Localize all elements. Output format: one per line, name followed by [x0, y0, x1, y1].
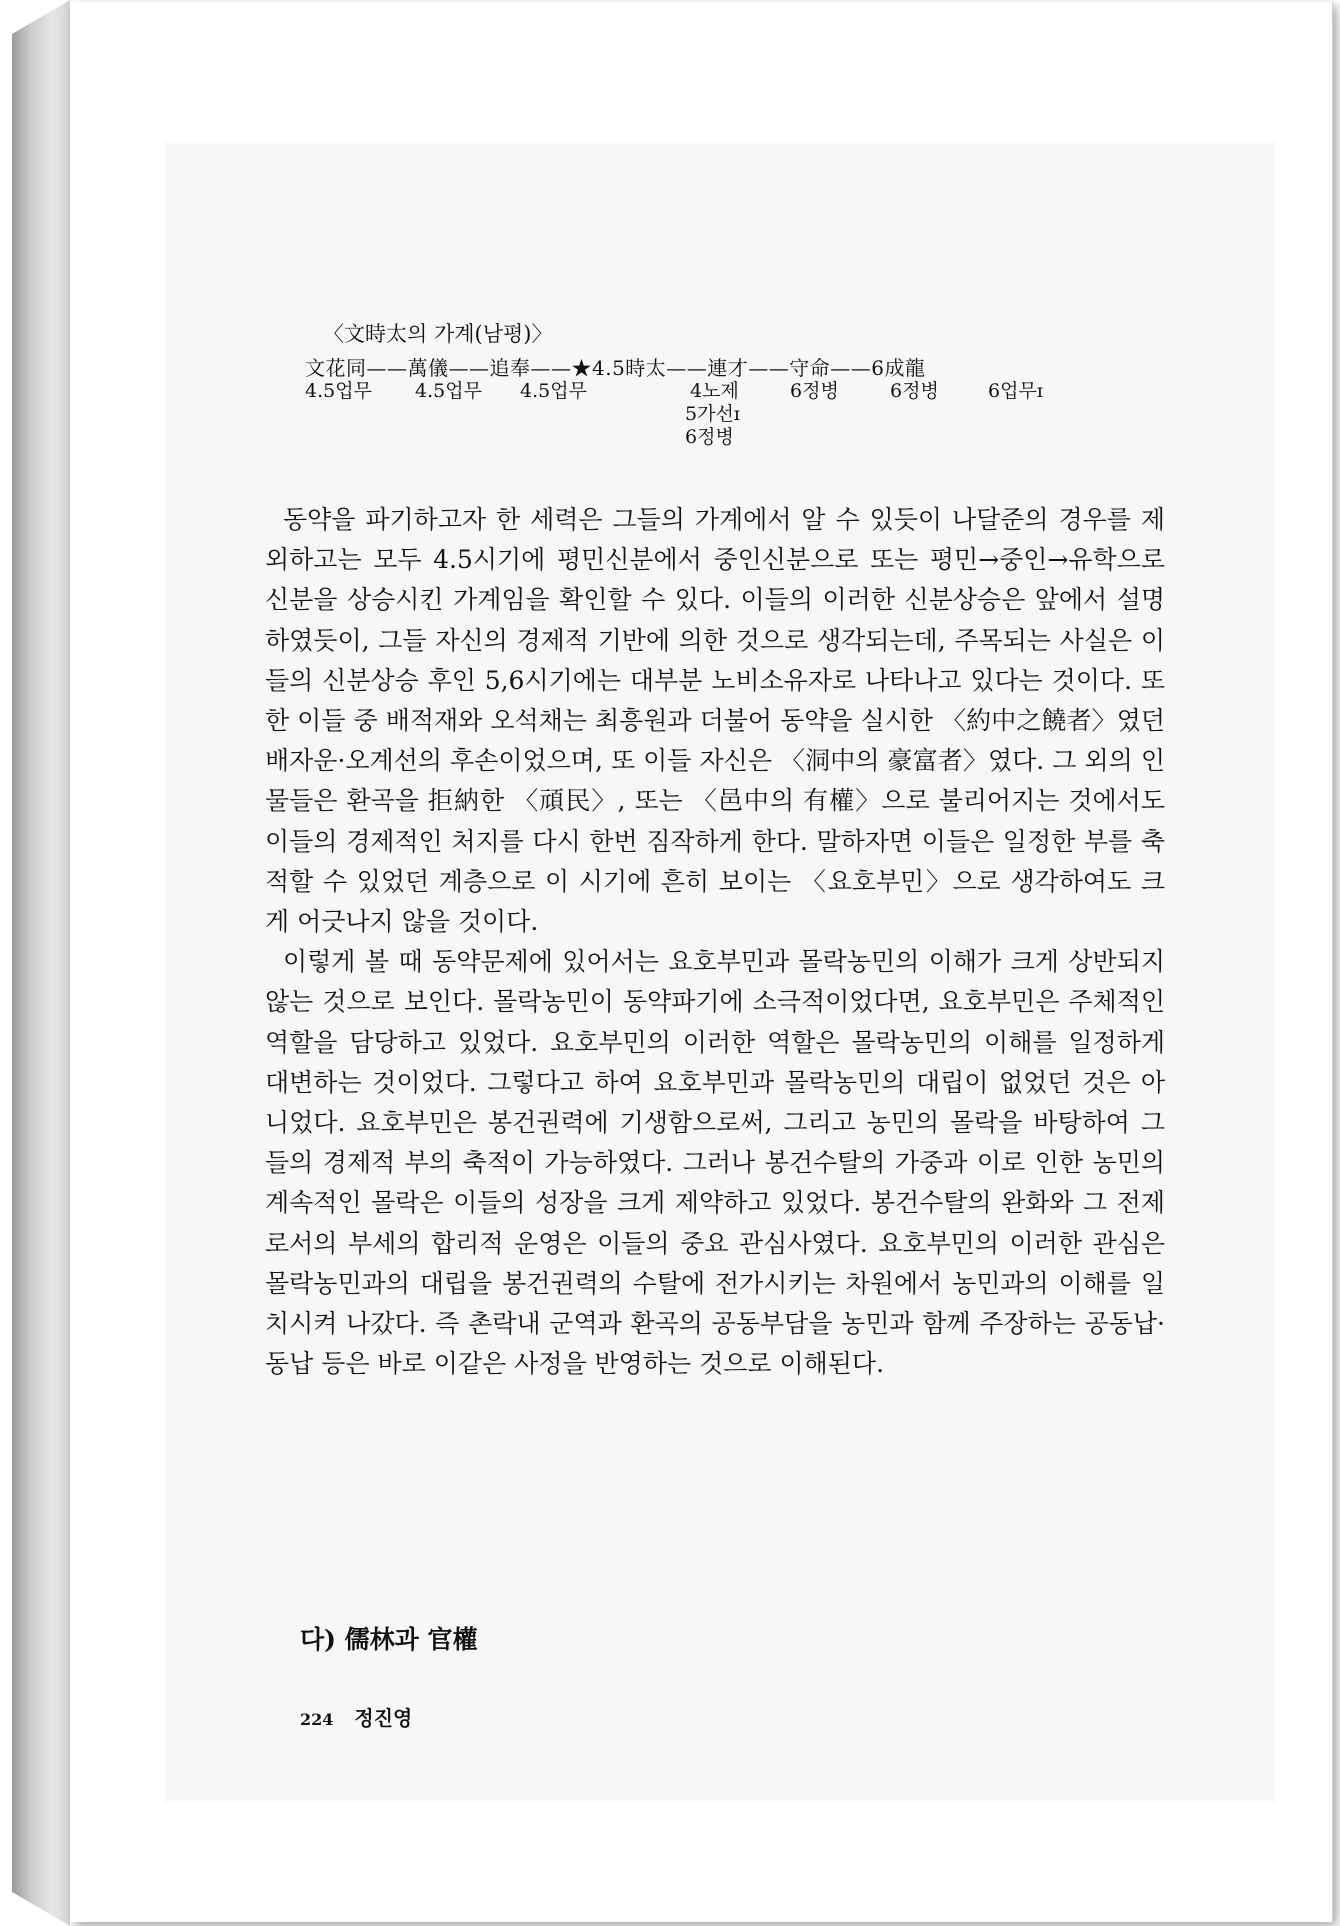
- page-number: 224: [300, 1710, 334, 1729]
- genealogy-role: 4.5업무: [520, 380, 587, 402]
- genealogy-role: 6정병: [790, 380, 839, 402]
- genealogy-role: 6정병: [685, 426, 734, 448]
- genealogy-role: 5가선ɪ: [685, 403, 740, 425]
- paragraph: 동약을 파기하고자 한 세력은 그들의 가계에서 알 수 있듯이 나달준의 경우를 제외하고는 모두 4.5시기에 평민신분에서 중인신분으로 또는 평민→중인→유학으로 신분을 상승시킨 가계임을 확인할 수 있다. 이들의 이러한 신분상승은 앞에서 설명하였듯이, 그들 자신의 경제적 기반에 의한 것으로 생각되는데, 주목되는 사실은 이들의 신분상승 후인 5,6시기에는 대부분 노비소유자로 나타나고 있다는 것이다. 또한 이들 중 배적재와 오석채는 최흥원과 더불어 동약을 실시한 〈約中之饒者〉였던 배자운·오계선의 후손이었으며, 또 이들 자신은 〈洞中의 豪富者〉였다. 그 외의 인물들은 환곡을 拒納한 〈頑民〉, 또는 〈邑中의 有權〉으로 불리어지는 것에서도 이들의 경제적인 처지를 다시 한번 짐작하게 한다. 말하자면 이들은 일정한 부를 축적할 수 있었던 계층으로 이 시기에 흔히 보이는 〈요호부민〉으로 생각하여도 크게 어긋나지 않을 것이다.: [265, 505, 1165, 937]
- genealogy-role: 4노제: [690, 380, 739, 402]
- book-spine: [12, 0, 70, 1926]
- genealogy-role: 4.5업무: [415, 380, 482, 402]
- author-name: 정진영: [354, 1706, 413, 1730]
- genealogy-role: 6업무ɪ: [988, 380, 1043, 402]
- genealogy-role: 6정병: [890, 380, 939, 402]
- body-text: [265, 500, 1165, 1384]
- genealogy-title: 〈文時太의 가계(남평)〉: [323, 322, 553, 346]
- genealogy-role: 4.5업무: [305, 380, 372, 402]
- paragraph: 이렇게 볼 때 동약문제에 있어서는 요호부민과 몰락농민의 이해가 크게 상반되지 않는 것으로 보인다. 몰락농민이 동약파기에 소극적이었다면, 요호부민은 주체적인 역할을 담당하고 있었다. 요호부민의 이러한 역할은 몰락농민의 이해를 일정하게 대변하는 것이었다. 그렇다고 하여 요호부민과 몰락농민의 대립이 없었던 것은 아니었다. 요호부민은 봉건권력에 기생함으로써, 그리고 농민의 몰락을 바탕하여 그들의 경제적 부의 축적이 가능하였다. 그러나 봉건수탈의 가중과 이로 인한 농민의 계속적인 몰락은 이들의 성장을 크게 제약하고 있었다. 봉건수탈의 완화와 그 전제로서의 부세의 합리적 운영은 이들의 중요 관심사였다. 요호부민의 이러한 관심은 몰락농민과의 대립을 봉건권력의 수탈에 전가시키는 차원에서 농민과의 이해를 일치시켜 나갔다. 즉 촌락내 군역과 환곡의 공동부담을 농민과 함께 주장하는 공동납·동납 등은 바로 이같은 사정을 반영하는 것으로 이해된다.: [265, 947, 1165, 1379]
- genealogy-chain: 文花同——萬儀——追奉——★4.5時太——連才——守命——6成龍: [305, 356, 926, 380]
- section-heading: 다) 儒林과 官權: [300, 1625, 478, 1654]
- page-footer: [300, 1702, 412, 1731]
